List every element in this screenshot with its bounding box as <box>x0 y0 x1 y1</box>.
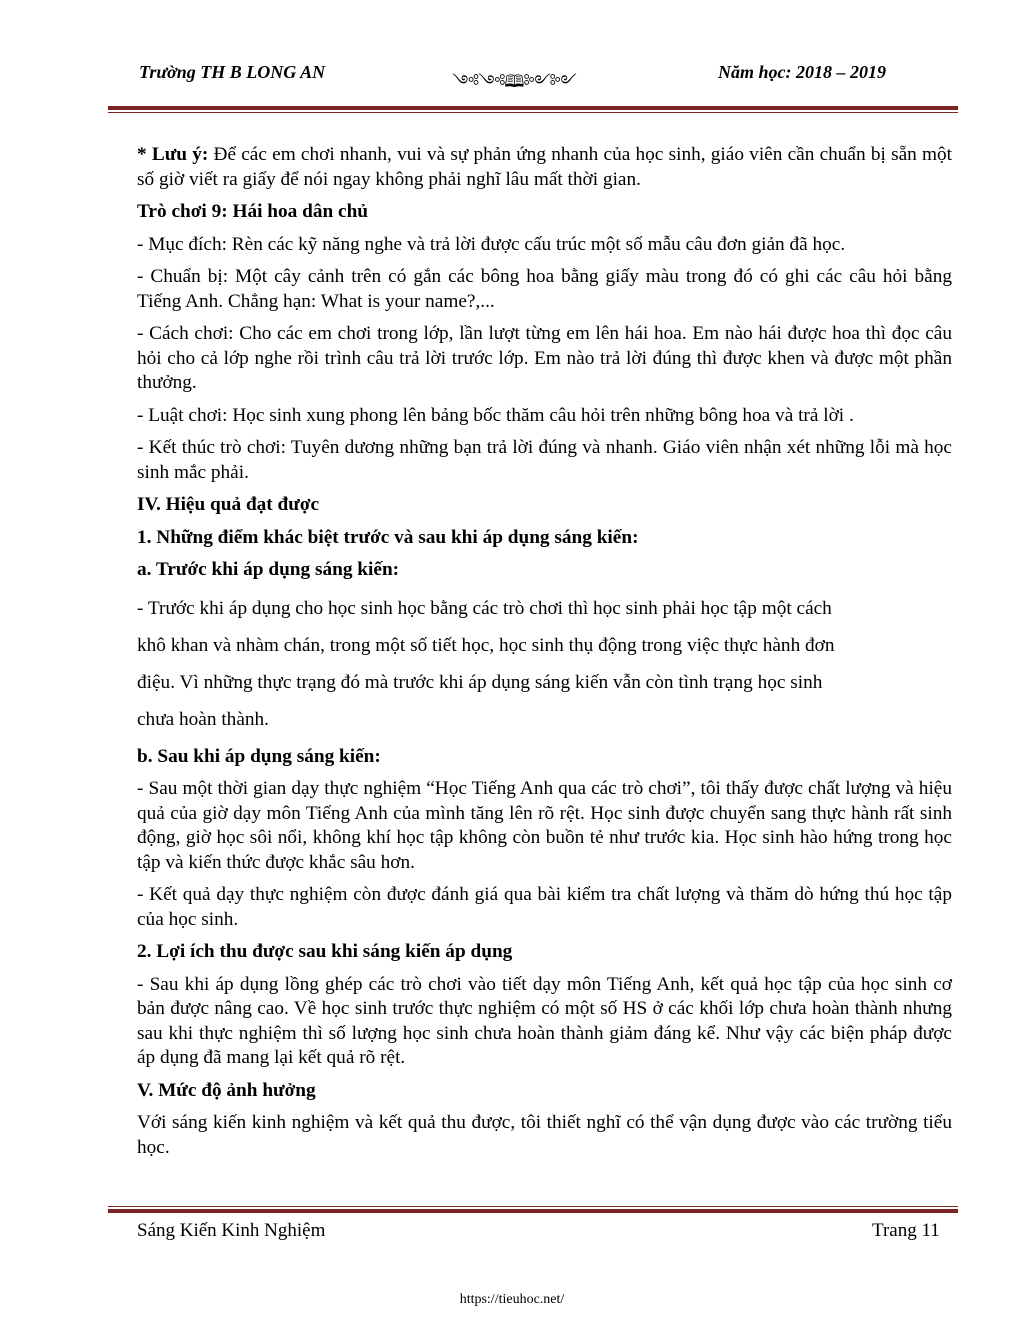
school-name: Trường TH B LONG AN <box>139 62 326 82</box>
game9-title: Trò chơi 9: Hái hoa dân chủ <box>137 201 369 222</box>
ending-paragraph: - Kết thúc trò chơi: Tuyên dương những bạn trả lời đúng và nhanh. Giáo viên nhận xét những lỗi mà học sinh mắc phải. <box>137 437 952 483</box>
section5-title: V. Mức độ ảnh hưởng <box>137 1079 316 1101</box>
before-line-3: điệu. Vì những thực trạng đó mà trước khi áp dụng sáng kiến vẫn còn tình trạng học sinh <box>137 671 823 693</box>
sub1a-title: a. Trước khi áp dụng sáng kiến: <box>137 559 400 580</box>
page-number: Trang 11 <box>872 1220 940 1241</box>
footer-rule <box>108 1206 958 1213</box>
rules-paragraph: - Luật chơi: Học sinh xung phong lên bảng bốc thăm câu hỏi trên những bông hoa và trả lời . <box>137 404 854 426</box>
header-rule <box>108 106 958 113</box>
page-content <box>137 143 952 1168</box>
prepare-paragraph: - Chuẩn bị: Một cây cảnh trên có gắn các bông hoa bằng giấy màu trong đó có ghi các câu hỏi bằng Tiếng Anh. Chẳng hạn: What is your name?,... <box>137 266 952 312</box>
source-url[interactable]: https://tieuhoc.net/ <box>459 1292 565 1307</box>
purpose-paragraph: - Mục đích: Rèn các kỹ năng nghe và trả lời được cấu trúc một số mẫu câu đơn giản đã học. <box>137 233 846 255</box>
sub1-title: 1. Những điểm khác biệt trước và sau khi áp dụng sáng kiến: <box>137 526 639 548</box>
note-label: * Lưu ý: <box>137 144 209 165</box>
footer-title: Sáng Kiến Kinh Nghiệm <box>137 1220 326 1241</box>
how-to-play-paragraph: - Cách chơi: Cho các em chơi trong lớp, lần lượt từng em lên hái hoa. Em nào hái được hoa thì đọc câu hỏi cho cả lớp nghe rồi trình câu trả lời trước lớp. Em nào trả lời đúng thì được khen và được một phần thưởng. <box>137 323 952 393</box>
after-paragraph-1: - Sau một thời gian dạy thực nghiệm “Học Tiếng Anh qua các trò chơi”, tôi thấy được chất lượng và hiệu quả của giờ dạy môn Tiếng Anh của mình tăng lên rõ rệt. Học sinh được chuyển sang thực hành rất sinh động, giờ học sôi nổi, không khí học tập không còn buồn tẻ như trước kia. Học sinh hào hứng trong học tập và kiến thức được khắc sâu hơn. <box>137 778 952 873</box>
sub1b-title: b. Sau khi áp dụng sáng kiến: <box>137 745 381 767</box>
sub2-title: 2. Lợi ích thu được sau khi sáng kiến áp dụng <box>137 941 513 962</box>
school-year: Năm học: 2018 – 2019 <box>718 62 886 82</box>
header-ornament: ༺༺🕮༻༻ <box>452 72 576 91</box>
before-line-2: khô khan và nhàm chán, trong một số tiết học, học sinh thụ động trong việc thực hành đơn <box>137 634 835 656</box>
after-paragraph-2: - Kết quả dạy thực nghiệm còn được đánh giá qua bài kiểm tra chất lượng và thăm dò hứng thú học tập của học sinh. <box>137 884 952 930</box>
before-line-4: chưa hoàn thành. <box>137 708 269 730</box>
benefit-paragraph: - Sau khi áp dụng lồng ghép các trò chơi vào tiết dạy môn Tiếng Anh, kết quả học tập của học sinh cơ bản được nâng cao. Về học sinh trước thực nghiệm có một số HS ở các khối lớp chưa hoàn thành nhưng sau khi thực nghiệm thì số lượng học sinh chưa hoàn thành giảm đáng kể. Như vậy các biện pháp được áp dụng đã mang lại kết quả rõ rệt. <box>137 973 952 1068</box>
before-line-1: - Trước khi áp dụng cho học sinh học bằng các trò chơi thì học sinh phải học tập một cách <box>137 597 832 619</box>
section4-title: IV. Hiệu quả đạt được <box>137 494 320 515</box>
page-header <box>0 60 1024 90</box>
influence-paragraph: Với sáng kiến kinh nghiệm và kết quả thu được, tôi thiết nghĩ có thể vận dụng được vào các trường tiểu học. <box>137 1112 952 1158</box>
note-text: Để các em chơi nhanh, vui và sự phản ứng nhanh của học sinh, giáo viên cần chuẩn bị sẵn một số giờ viết ra giấy để nói ngay không phải nghĩ lâu mất thời gian. <box>137 144 952 190</box>
note-paragraph <box>137 143 952 192</box>
